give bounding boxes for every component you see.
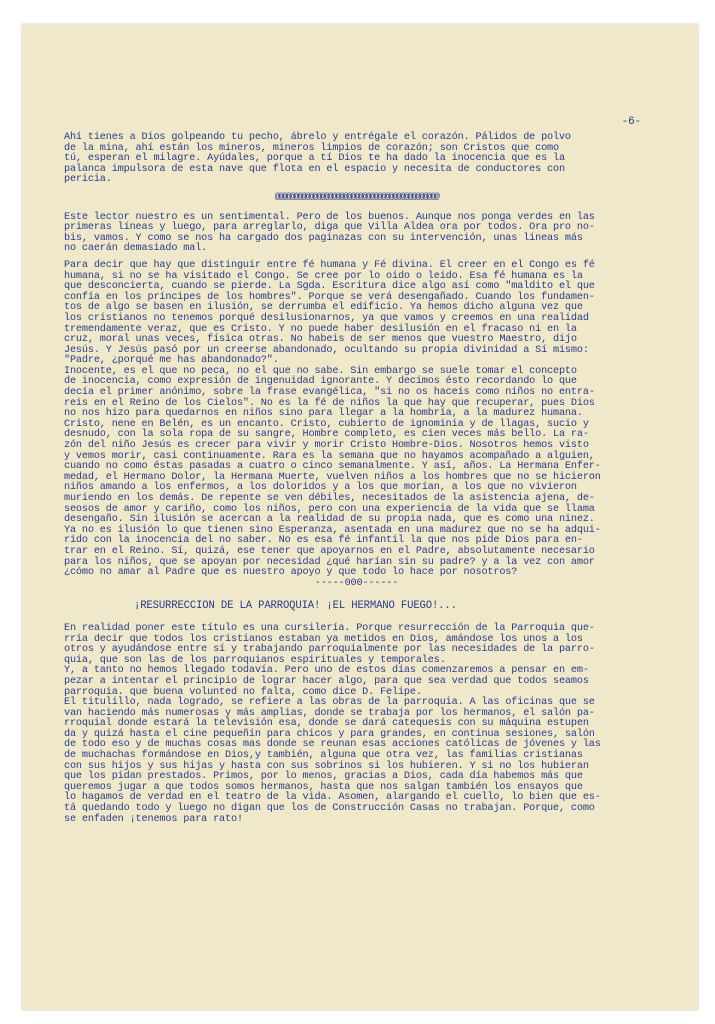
- text-line: tos de algo se basen en ilusión, se derrumba el edificio. Ya hemos dicho alguna vez que: [64, 302, 583, 314]
- text-line: confía en los príncipes de los hombres". Porque se verá desengañado. Cuando los fundamen-: [64, 291, 595, 303]
- text-line: otros y ayudándose entre sí y trabajando parroquialmente por las necesidades de la parro-: [64, 644, 595, 656]
- text-line: y vemos morir, casi continuamente. Rara es la semana que no hayamos acompañado a alguien,: [64, 450, 595, 462]
- text-line: humana, si no se ha visitado el Congo. Se cree por lo oido o leido. Esa fé humana es la: [64, 270, 583, 282]
- text-line: para los niños, que se apoyan por necesidad ¿qué harían sin su padre? y a la vez con amor: [64, 556, 595, 568]
- text-line: "Padre, ¿porqué me has abandonado?".: [64, 355, 279, 367]
- text-line: seosos de amor y cariño, como los niños, pero con una experiencia de la vida que se llama: [64, 503, 595, 515]
- text-line: de inocencia, como expresión de ingenuidad ignorante. Y decimos ésto recordando lo que: [64, 376, 577, 388]
- text-line: van haciendo más numerosas y más amplias, donde se trabaja por los hermanos, el salón pa-: [64, 707, 595, 719]
- text-line: rroquial donde estará la televisión esa, donde se dará catequesis con su máquina estupen: [64, 718, 589, 730]
- text-line: muriendo en los demás. De repente se ven débiles, necesitados de la asistencia ajena, de-: [64, 493, 595, 504]
- text-line: da y quizá hasta el cine pequeñín para chicos y para grandes, en continua sesiones, salón: [64, 728, 595, 740]
- paragraph-faith: [64, 261, 649, 579]
- text-line: Ya no es ilusión lo que tienen sino Esperanza, asentada en una madurez que no se ha adqui-: [64, 524, 601, 536]
- text-line: lo hagamos de verdad en el teatro de la vida. Asomen, alargando el cuello, lo bien que es-: [64, 792, 601, 804]
- text-line: con sus hijos y sus hijas y hasta con sus sobrinos si los hubieren. Y si no los hubieran: [64, 760, 589, 772]
- text-line: queremos jugar a que todos somos hermanos, hasta que nos salgan también los ensayos que: [64, 781, 583, 793]
- text-line: cuando no como éstas pasadas a cuatro o cinco semanalmente. Y así, años. La Hermana Enfer-: [64, 461, 601, 473]
- text-line: no caerán demasiado mal.: [64, 243, 208, 255]
- text-line: los cristianos no tenemos porqué desilusionarnos, ya que vamos y creemos en una realidad: [64, 312, 589, 324]
- text-line: tá quedando todo y luego no digan que los de Construcción Casas no trabajan. Porque, como: [64, 803, 595, 815]
- text-line: desengaño. Sin ilusión se acercan a la realidad de su propia nada, que es como una ninez.: [64, 514, 595, 526]
- text-line: de todo eso y de muchas cosas mas donde se reunan esas acciones católicas de jóvenes y las: [64, 739, 601, 751]
- paragraph-intro: [64, 133, 649, 186]
- text-line: Cristo, nene en Belén, es un encanto. Cristo, cubierto de ignominia y de llagas, sucio y: [64, 418, 589, 430]
- text-line: En realidad poner este título es una cursilería. Porque resurrección de la Parroquia que-: [64, 622, 595, 634]
- text-line: pezar a intentar el principio de lograr hacer algo, para que sea verdad que todos seamos: [64, 675, 589, 687]
- paragraph-reader-note: [64, 213, 649, 255]
- section-divider: -----000------: [314, 577, 399, 589]
- page-content: [64, 117, 649, 825]
- text-line: parroquia. que buena volunted no falta, como dice D. Felipe.: [64, 686, 422, 698]
- text-line: que desconcierta, cuando se pierde. La Sgda. Escritura dice algo así como "maldito el que: [64, 281, 595, 293]
- text-line: trar en el Reino. Sí, quizá, ese tener que apoyarnos en el Padre, absolutamente necesario: [64, 545, 595, 557]
- text-line: se enfaden ¡tenemos para rato!: [64, 813, 243, 825]
- text-line: rría decir que todos los cristianos estaban ya metidos en Dios, amándose los unos a los: [64, 633, 583, 645]
- ornament-divider: @@@@@@@@@@@@@@@@@@@@@@@@@@@@@@@@@@@@@@@@@@@: [274, 191, 439, 202]
- text-line: ¿cómo no amar al Padre que es nuestro apoyo y que todo lo hace por nosotros?: [64, 567, 518, 579]
- text-line: Ahí tienes a Dios golpeando tu pecho, ábrelo y entrégale el corazón. Pálidos de polvo: [64, 132, 571, 143]
- text-line: pericia.: [64, 174, 112, 186]
- section-heading: ¡RESURRECCION DE LA PARROQUIA! ¡EL HERMANO FUEGO!...: [134, 600, 457, 613]
- text-line: reis en el Reino de los Cielos". No es la fé de niños la que hay que recuperar, pues Dios: [64, 397, 595, 409]
- text-line: Inocente, es el que no peca, no el que no sabe. Sin embargo se suele tomar el concepto: [64, 365, 577, 377]
- text-line: no nos hizo para quedarnos en niños sino para llegar a la hombría, a la madurez humana.: [64, 408, 583, 420]
- text-line: Este lector nuestro es un sentimental. Pero de los buenos. Aunque nos ponga verdes en las: [64, 211, 595, 223]
- text-line: quia, que son las de los parroquianos espirituales y temporales.: [64, 654, 446, 666]
- text-line: bis, vamos. Y como se nos ha cargado dos paginazas con su intervención, unas lineas más: [64, 232, 583, 244]
- text-line: medad, el Hermano Dolor, la Hermana Muerte, vuelven niños a los hombres que no se hicieron: [64, 471, 601, 483]
- text-line: Y, a tanto no hemos llegado todavía. Pero uno de estos días comenzaremos a pensar en em-: [64, 665, 589, 677]
- text-line: primeras líneas y luego, para arreglarlo, diga que Villa Aldea ora por todos. Ora pro no-: [64, 222, 595, 234]
- text-line: rido con la inocencia del no saber. No es esa fé infantil la que nos pide Dios para en-: [64, 535, 583, 547]
- text-line: Jesús. Y Jesús pasó por un creerse abandonado, ocultando su propia divinidad a Sí mismo:: [64, 344, 589, 356]
- text-line: tú, esperan el milagre. Ayúdales, porque a tí Dios te ha dado la inocencia que es la: [64, 153, 565, 165]
- text-line: niños amando a los enfermos, a los doloridos y a los que morían, a los que no vivieron: [64, 482, 577, 494]
- text-line: que los pidan prestados. Primos, por lo menos, gracias a Dios, cada día habemos más que: [64, 771, 583, 783]
- text-line: de la mina, ahí están los mineros, mineros limpios de corazón; son Cristos que como: [64, 142, 559, 154]
- text-line: El titulillo, nada logrado, se refiere a las obras de la parroquia. A las oficinas que se: [64, 697, 595, 709]
- text-line: de muchachas formándose en Dios,y también, alguna que otra vez, las familias cristianas: [64, 750, 583, 762]
- page-number: -6-: [621, 116, 641, 128]
- text-line: desnudo, con la sola ropa de su sangre, Hombre completo, es cien veces más bello. La ra-: [64, 429, 589, 441]
- text-line: cruz, moral unas veces, física otras. No habeis de ser menos que vuestro Maestro, dijo: [64, 334, 577, 346]
- text-line: palanca impulsora de esta nave que flota en el espacio y necesita de conductores con: [64, 163, 565, 175]
- text-line: zón del niño Jesús es crecer para vivir y morir Cristo Hombre-Dios. Nosotros hemos visto: [64, 440, 589, 452]
- text-line: tremendamente veraz, que es Cristo. Y no puede haber desilusión en el fracaso ni en la: [64, 323, 577, 335]
- text-line: Para decir que hay que distinguir entre fé humana y Fé divina. El creer en el Congo es fé: [64, 259, 595, 271]
- paragraph-parish: [64, 624, 649, 825]
- text-line: decía el primer anónimo, sobre la frase evangélica, "si no os haceis como niños no entra-: [64, 387, 595, 399]
